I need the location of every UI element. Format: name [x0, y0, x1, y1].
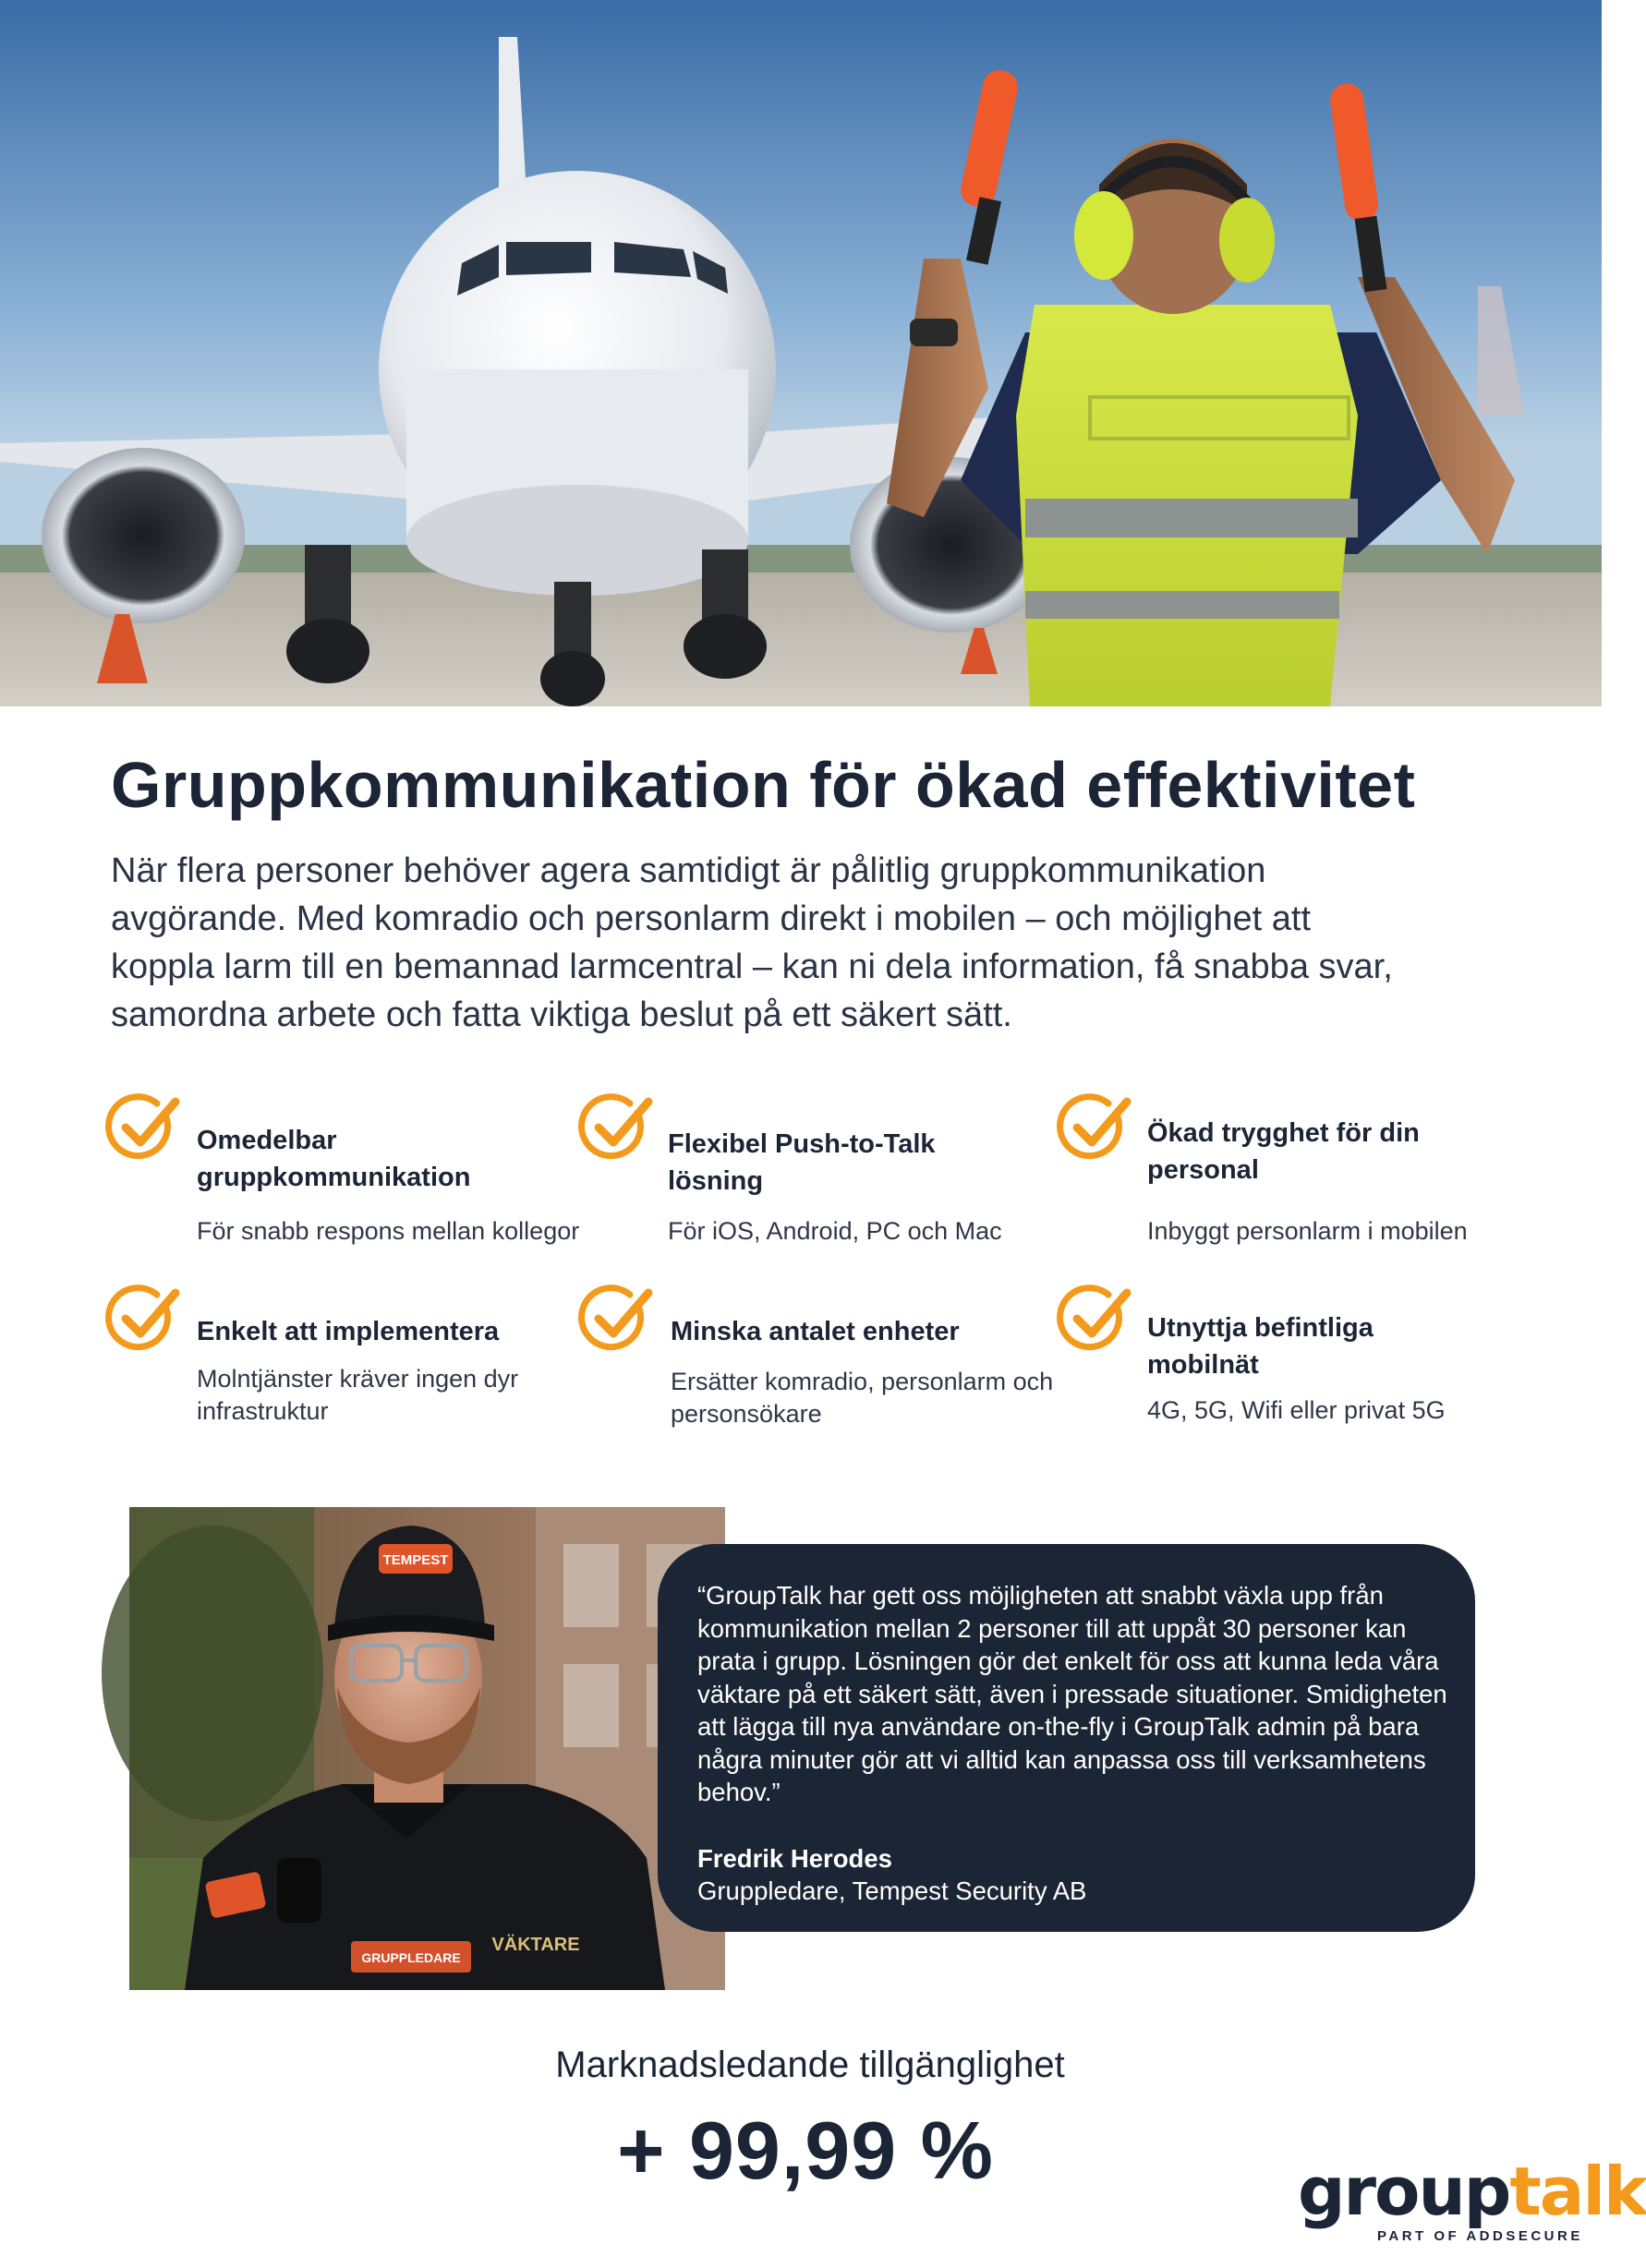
- security-guard-portrait: [129, 1507, 725, 1990]
- checkmark-icon: [1060, 1285, 1131, 1352]
- feature-description: För iOS, Android, PC och Mac: [668, 1217, 1002, 1245]
- intro-paragraph: När flera personer behöver agera samtidigt är pålitlig gruppkommunikation avgörande. Med komradio och personlarm direkt i mobilen – och möjlighet att koppla larm till en bemannad larmcentral – kan ni dela information, få snabba svar, samordna arbete och fatta viktiga beslut på ett säkert sätt.: [111, 851, 1393, 1034]
- testimonial-author-name: Fredrik Herodes: [697, 1843, 892, 1873]
- feature-title: Flexibel Push-to-Talk lösning: [668, 1129, 936, 1196]
- availability-value: + 99,99 %: [617, 2105, 994, 2196]
- feature-description: Molntjänster kräver ingen dyr infrastruktur: [197, 1365, 519, 1425]
- checkmark-icon: [109, 1094, 179, 1161]
- shirt-print-text: VÄKTARE: [491, 1935, 580, 1955]
- feature-title: Enkelt att implementera: [197, 1317, 500, 1346]
- feature-description: Ersätter komradio, personlarm och personsökare: [671, 1368, 1054, 1428]
- feature-description: Inbyggt personlarm i mobilen: [1147, 1217, 1468, 1245]
- feature-description: För snabb respons mellan kollegor: [197, 1217, 580, 1245]
- feature-title: Utnyttja befintliga mobilnät: [1147, 1313, 1374, 1380]
- testimonial-photo: [129, 1507, 725, 1990]
- checkmark-icon: [1060, 1094, 1131, 1161]
- feature-title: Omedelbar gruppkommunikation: [197, 1126, 471, 1192]
- page-title: Gruppkommunikation för ökad effektivitet: [111, 749, 1416, 821]
- logo-word-talk: talk: [1509, 2153, 1646, 2230]
- shirt-badge-text: GRUPPLEDARE: [361, 1950, 461, 1965]
- logo-wordmark: [1298, 2154, 1646, 2228]
- checkmark-icon: [582, 1285, 652, 1352]
- airport-marshaller-illustration: [0, 0, 1602, 706]
- testimonial-author-role: Gruppledare, Tempest Security AB: [697, 1876, 1087, 1905]
- availability-label: Marknadsledande tillgänglighet: [555, 2045, 1065, 2085]
- logo-tagline: PART OF ADDSECURE: [1377, 2228, 1583, 2244]
- testimonial-quote-box: [658, 1544, 1475, 1932]
- grouptalk-logo: [1298, 2153, 1646, 2247]
- cap-badge-text: TEMPEST: [382, 1552, 449, 1568]
- checkmark-icon: [109, 1285, 179, 1352]
- checkmark-icon: [582, 1094, 652, 1161]
- feature-title: Ökad trygghet för din personal: [1147, 1118, 1420, 1185]
- feature-description: 4G, 5G, Wifi eller privat 5G: [1147, 1396, 1446, 1424]
- feature-title: Minska antalet enheter: [671, 1317, 960, 1346]
- testimonial-quote: “GroupTalk har gett oss möjligheten att snabbt växla upp från kommunikation mellan 2 personer till att uppåt 30 personer kan prata i grupp. Lösningen gör det enkelt för oss att kunna leda våra väktare på ett säkert sätt, även i pressade situationer. Smidigheten att lägga till nya användare on-the-fly i GroupTalk admin på bara några minuter gör att vi alltid kan anpassa oss till verksamhetens behov.”: [697, 1581, 1447, 1806]
- logo-word-group: group: [1298, 2153, 1510, 2230]
- hero-image: [0, 0, 1602, 706]
